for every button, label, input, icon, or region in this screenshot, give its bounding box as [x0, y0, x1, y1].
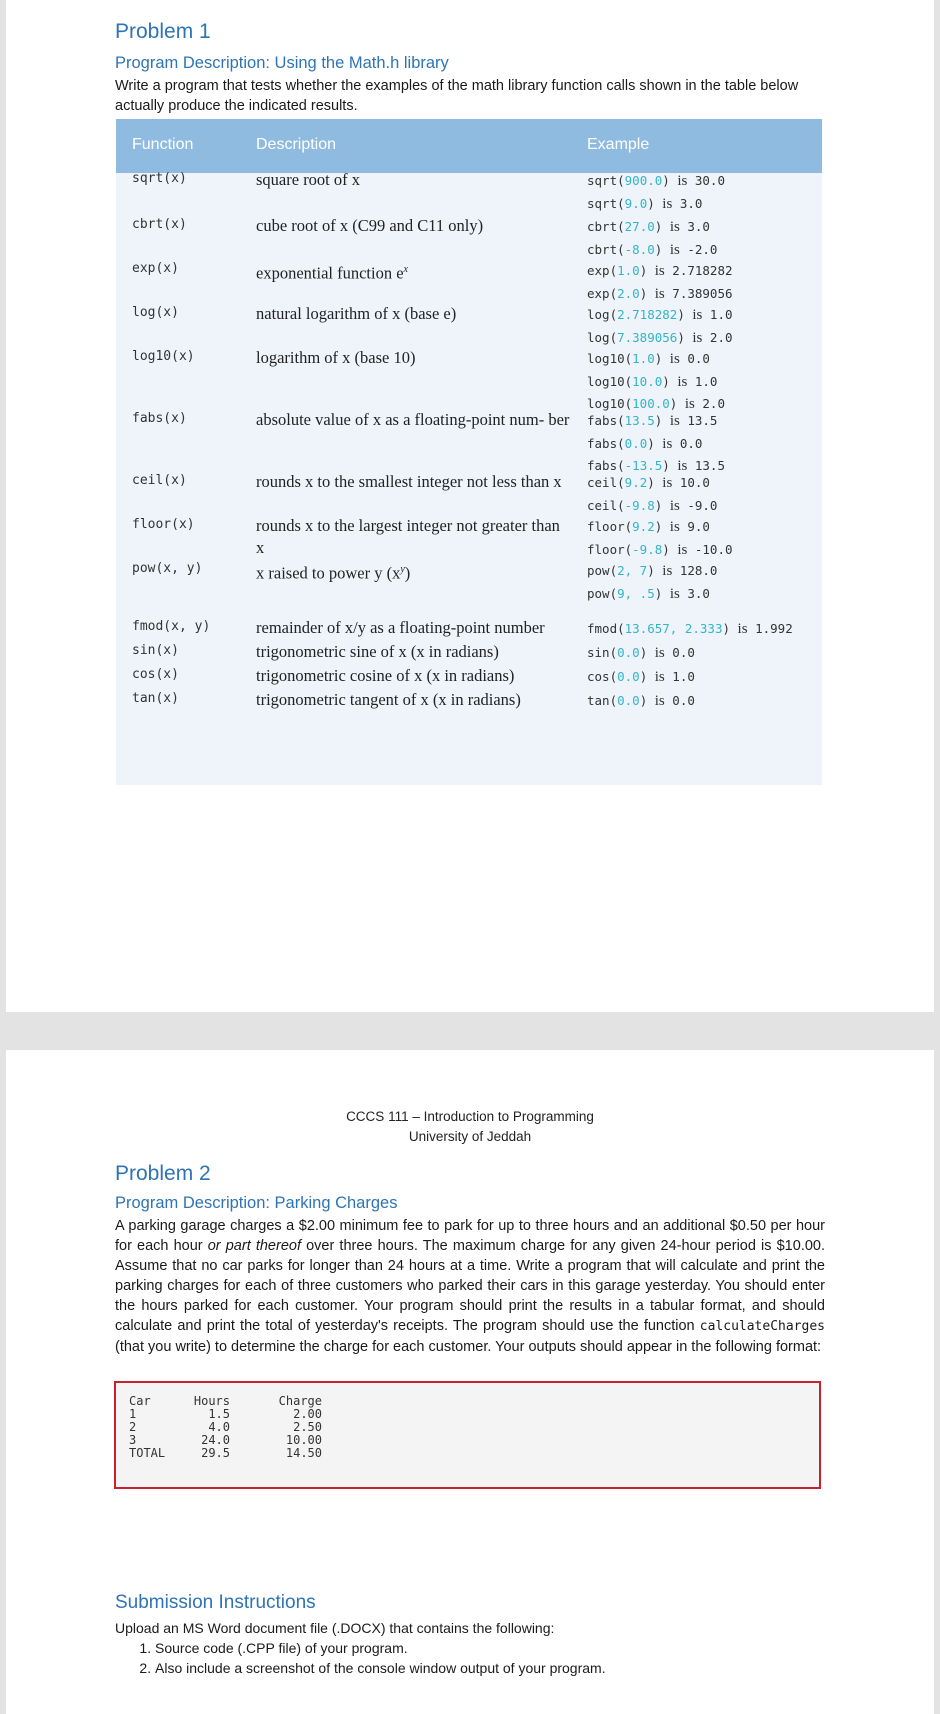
description-cell: trigonometric cosine of x (x in radians) — [256, 666, 515, 685]
problem-2-text-c: (that you write) to determine the charge for each customer. Your outputs should appear in the following format: — [115, 1339, 822, 1355]
problem-2-text — [115, 1216, 825, 1357]
function-cell: sin(x) — [132, 643, 179, 658]
function-cell: exp(x) — [132, 261, 179, 276]
description-cell: rounds x to the smallest integer not less than x — [256, 472, 562, 491]
function-cell: cbrt(x) — [132, 217, 187, 232]
output-cell: 1.5 — [208, 1407, 230, 1421]
example-line: log10(100.0) is 2.0 — [587, 396, 725, 412]
example-cell — [587, 618, 793, 641]
sample-output-box — [114, 1381, 821, 1489]
output-cell: Hours — [193, 1394, 230, 1408]
example-cell — [587, 410, 725, 478]
example-cell — [587, 560, 717, 605]
example-line: exp(1.0) is 2.718282 — [587, 263, 733, 279]
example-line: cos(0.0) is 1.0 — [587, 669, 695, 685]
example-cell — [587, 666, 695, 689]
output-cell: 3 — [129, 1433, 137, 1447]
problem-1-title: Problem 1 — [115, 20, 211, 43]
description-cell: trigonometric sine of x (x in radians) — [256, 642, 499, 661]
header-function: Function — [132, 136, 194, 153]
university-name: University of Jeddah — [408, 1129, 532, 1144]
example-line: fabs(0.0) is 0.0 — [587, 435, 703, 452]
function-cell: ceil(x) — [132, 473, 187, 488]
output-charge-column — [274, 1395, 322, 1460]
output-cell: 4.0 — [208, 1420, 230, 1434]
description-cell: remainder of x/y as a floating-point number — [256, 618, 545, 637]
output-cell: TOTAL — [129, 1446, 166, 1460]
example-cell — [587, 472, 717, 517]
output-cell: Car — [129, 1394, 151, 1408]
example-line: log(7.389056) is 2.0 — [587, 329, 733, 346]
example-line: tan(0.0) is 0.0 — [587, 693, 695, 709]
example-line: fmod(13.657, 2.333) is 1.992 — [587, 621, 793, 637]
description-cell: logarithm of x (base 10) — [256, 348, 416, 367]
example-line: sqrt(9.0) is 3.0 — [587, 195, 703, 212]
function-name-code: calculateCharges — [699, 1319, 825, 1334]
function-cell: log10(x) — [132, 349, 195, 364]
example-line: floor(9.2) is 9.0 — [587, 519, 710, 535]
submission-list — [129, 1638, 606, 1678]
page-header — [6, 1107, 934, 1147]
example-cell — [587, 642, 695, 665]
submission-title: Submission Instructions — [115, 1592, 316, 1613]
example-line: cbrt(27.0) is 3.0 — [587, 219, 710, 235]
description-cell: trigonometric tangent of x (x in radians) — [256, 690, 521, 709]
example-line: ceil(9.2) is 10.0 — [587, 475, 710, 491]
function-cell: fmod(x, y) — [132, 619, 211, 634]
description-cell: cube root of x (C99 and C11 only) — [256, 216, 484, 235]
function-cell: sqrt(x) — [132, 171, 187, 186]
example-cell — [587, 690, 695, 713]
description-cell: natural logarithm of x (base e) — [256, 304, 457, 323]
output-cell: 2.00 — [293, 1407, 322, 1421]
example-line: cbrt(-8.0) is -2.0 — [587, 241, 718, 258]
example-line: sqrt(900.0) is 30.0 — [587, 173, 725, 189]
example-line: log(2.718282) is 1.0 — [587, 307, 733, 323]
example-line: exp(2.0) is 7.389056 — [587, 285, 733, 302]
function-cell: cos(x) — [132, 667, 179, 682]
example-cell — [587, 216, 717, 261]
example-line: ceil(-9.8) is -9.0 — [587, 497, 718, 514]
function-cell: pow(x, y) — [132, 561, 203, 576]
problem-2-title: Problem 2 — [115, 1162, 211, 1185]
problem-2-text-b: over three hours. The maximum charge for any given 24-hour period is $10.00. Assume that no car parks for longer than 24 hours at a time. Write a program that will calculate and print the parking charges for each of three customers who parked their cars in this garage yesterday. You should enter the hours parked for each customer. Your program should print the results in a tabular format, and should calculate and print the total of yesterday's receipts. The program should use the function — [115, 1238, 826, 1334]
description-cell: square root of x — [256, 170, 361, 189]
output-cell: Charge — [278, 1394, 322, 1408]
output-car-column — [129, 1395, 165, 1460]
example-line: log10(1.0) is 0.0 — [587, 351, 710, 367]
output-cell: 1 — [129, 1407, 137, 1421]
problem-1-text: Write a program that tests whether the examples of the math library function calls shown in the table below actually produce the indicated results. — [115, 78, 799, 114]
description-cell: exponential function $e^x$ — [256, 263, 408, 283]
function-cell: fabs(x) — [132, 411, 187, 426]
math-functions-table — [116, 119, 822, 785]
submission-item: 2. Also include a screenshot of the console window output of your program. — [155, 1658, 606, 1678]
example-line: fabs(-13.5) is 13.5 — [587, 458, 725, 474]
example-line: pow(9, .5) is 3.0 — [587, 585, 710, 602]
output-hours-column — [186, 1395, 230, 1460]
example-line: sin(0.0) is 0.0 — [587, 645, 695, 661]
function-cell: floor(x) — [132, 517, 195, 532]
output-cell: 2 — [129, 1420, 137, 1434]
example-cell — [587, 516, 733, 561]
course-title: CCCS 111 – Introduction to Programming — [346, 1109, 594, 1124]
output-cell: 10.00 — [285, 1433, 322, 1447]
example-line: log10(10.0) is 1.0 — [587, 373, 718, 390]
problem-2-text-a: A parking garage charges a $2.00 minimum fee to park for up to three hours and an additional $0.50 per hour for each hour — [115, 1218, 825, 1254]
function-cell: tan(x) — [132, 691, 179, 706]
output-cell: 24.0 — [201, 1433, 230, 1447]
example-line: pow(2, 7) is 128.0 — [587, 563, 718, 579]
header-example: Example — [587, 136, 650, 153]
example-line: fabs(13.5) is 13.5 — [587, 413, 718, 429]
header-description: Description — [256, 136, 337, 153]
submission-item: 1. Source code (.CPP file) of your program. — [155, 1638, 606, 1658]
function-cell: log(x) — [132, 305, 179, 320]
description-cell: absolute value of x as a floating-point num- ber — [256, 410, 570, 429]
example-cell — [587, 170, 725, 215]
example-cell — [587, 304, 733, 349]
submission-text: Upload an MS Word document file (.DOCX) that contains the following: — [115, 1620, 555, 1636]
example-line: floor(-9.8) is -10.0 — [587, 541, 733, 558]
page-1 — [6, 0, 934, 1012]
description-cell: x raised to power y $(x^y)$ — [256, 563, 411, 583]
problem-1-subtitle: Program Description: Using the Math.h library — [115, 54, 449, 72]
output-cell: 29.5 — [201, 1446, 230, 1460]
page-2 — [6, 1050, 934, 1714]
problem-2-text-italic: or part thereof — [207, 1238, 301, 1254]
output-cell: 14.50 — [285, 1446, 322, 1460]
table-header — [116, 119, 822, 173]
example-cell — [587, 260, 733, 305]
description-cell: rounds x to the largest integer not greater than x — [256, 516, 560, 557]
problem-2-subtitle: Program Description: Parking Charges — [115, 1194, 398, 1212]
output-cell: 2.50 — [293, 1420, 322, 1434]
example-cell — [587, 348, 725, 416]
